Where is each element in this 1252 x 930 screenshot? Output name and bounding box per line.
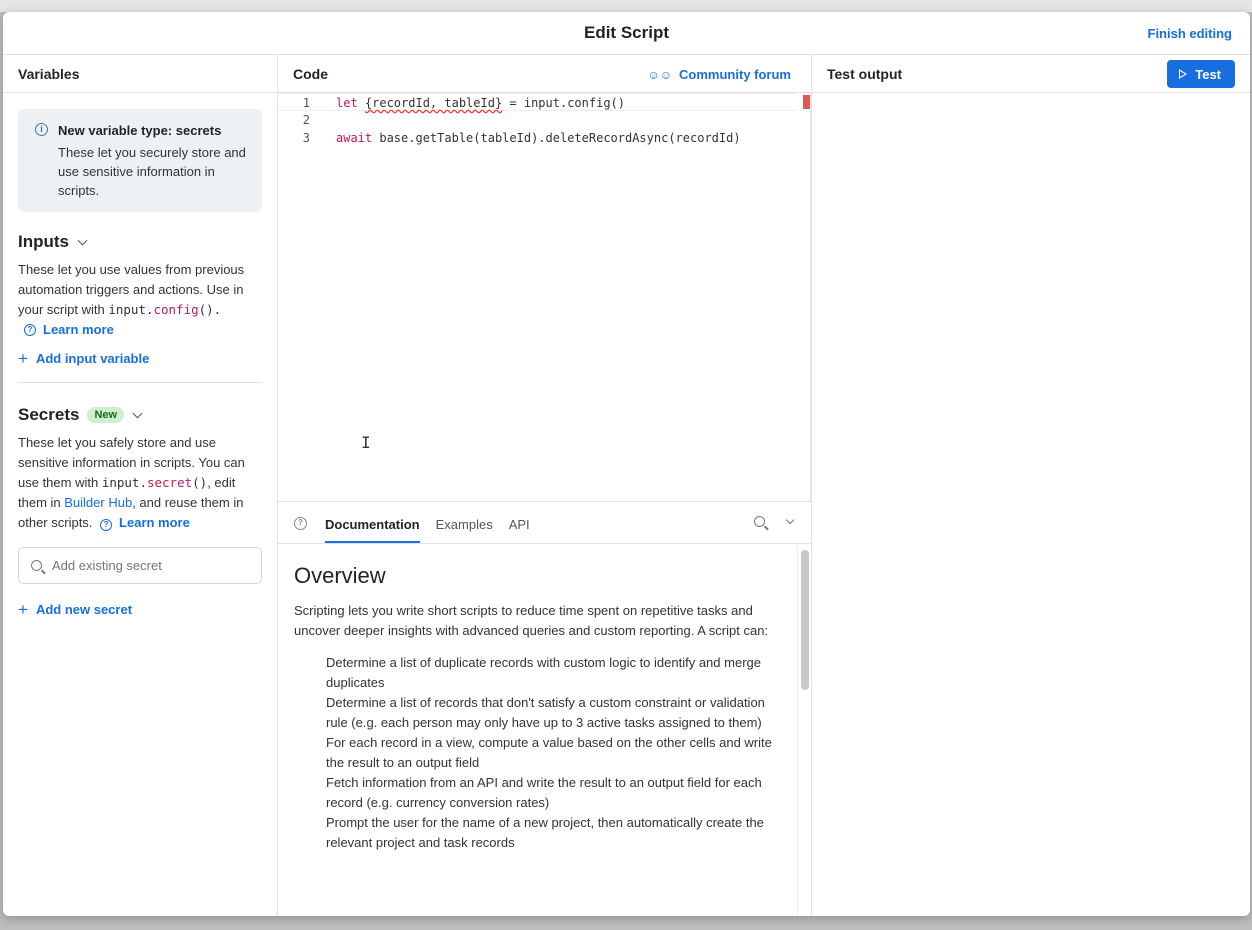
docs-scroll-track[interactable] <box>797 545 811 916</box>
test-output-panel <box>812 55 1250 916</box>
test-button-label: Test <box>1195 66 1221 82</box>
add-new-secret-button[interactable] <box>18 599 262 619</box>
code-obj: input. <box>108 302 154 317</box>
forum-label: Community forum <box>679 67 791 82</box>
error-marker <box>803 95 810 109</box>
inputs-title: Inputs <box>18 232 69 251</box>
test-output-heading <box>812 55 1250 93</box>
plus-icon: + <box>18 599 28 619</box>
community-forum-link[interactable] <box>648 67 791 82</box>
code-obj: input. <box>101 475 147 490</box>
variables-heading: Variables <box>3 55 277 93</box>
code-fn: config <box>153 302 199 317</box>
secrets-code <box>102 475 207 490</box>
inputs-section-toggle[interactable] <box>18 232 262 252</box>
inputs-description-text: These let you use values from previous automation triggers and actions. Use in your script with <box>18 262 245 317</box>
code-heading <box>278 55 811 93</box>
list-item: Determine a list of duplicate records with custom logic to identify and merge duplicates <box>326 655 761 690</box>
chevron-down-icon <box>78 235 88 245</box>
search-placeholder: Add existing secret <box>52 558 162 573</box>
builder-hub-link[interactable]: Builder Hub <box>64 495 133 510</box>
help-icon[interactable]: ? <box>294 517 307 530</box>
inputs-code <box>108 302 221 317</box>
modal-title: Edit Script <box>583 23 669 42</box>
code-error-span: {recordId, tableId} <box>364 96 503 110</box>
code-heading-label: Code <box>293 65 328 82</box>
help-icon: ? <box>100 519 112 531</box>
secrets-description-mid: , edit them in <box>18 475 236 510</box>
secrets-learn-more-link[interactable] <box>100 515 190 530</box>
play-icon <box>1179 69 1187 79</box>
test-output-label: Test output <box>827 65 903 82</box>
info-icon: i <box>35 123 48 136</box>
tab-documentation[interactable]: Documentation <box>325 517 420 543</box>
variables-panel <box>3 55 278 916</box>
plus-icon: + <box>18 348 28 368</box>
code-tail: () <box>192 475 208 490</box>
add-input-variable-button[interactable] <box>18 348 262 368</box>
modal-header <box>3 12 1250 55</box>
code-panel <box>278 55 812 916</box>
list-item: For each record in a view, compute a value based on the other cells and write the result to an output field <box>326 735 772 770</box>
learn-more-label: Learn more <box>43 322 114 337</box>
background-window-strip <box>0 0 1252 12</box>
code-tail: (). <box>198 302 222 317</box>
code-keyword: let <box>336 96 365 110</box>
learn-more-label: Learn more <box>119 515 190 530</box>
code-text <box>318 111 336 129</box>
docs-tabs <box>278 502 811 544</box>
add-input-label: Add input variable <box>35 351 150 366</box>
notice-title: New variable type: secrets <box>58 123 222 138</box>
people-icon: ☺☺ <box>647 67 673 82</box>
chevron-down-icon <box>133 408 143 418</box>
code-fn: secret <box>146 475 193 490</box>
documentation-panel <box>278 501 811 916</box>
code-text <box>318 94 625 110</box>
secrets-notice <box>18 109 262 212</box>
divider <box>18 382 262 383</box>
secrets-section-toggle[interactable] <box>18 405 262 425</box>
docs-scrollbar-thumb[interactable] <box>801 550 809 690</box>
line-number: 2 <box>302 113 310 127</box>
code-line <box>278 129 796 147</box>
edit-script-modal <box>3 12 1250 916</box>
search-icon <box>31 560 42 571</box>
line-number: 1 <box>302 96 310 110</box>
text-cursor-icon: I <box>361 433 371 452</box>
code-line <box>278 93 796 111</box>
help-icon: ? <box>24 324 36 336</box>
search-icon[interactable] <box>754 516 765 527</box>
tab-api[interactable]: API <box>508 517 530 532</box>
line-number: 3 <box>302 131 310 145</box>
add-secret-label: Add new secret <box>35 602 133 617</box>
inputs-learn-more-link[interactable] <box>18 322 262 337</box>
tab-examples[interactable]: Examples <box>435 517 493 532</box>
docs-intro: Scripting lets you write short scripts to reduce time spent on repetitive tasks and uncover deeper insights with advanced queries and custom reporting. A script can: <box>294 603 769 638</box>
docs-list <box>294 653 781 853</box>
test-button[interactable] <box>1167 60 1235 88</box>
list-item: Determine a list of records that don't satisfy a custom constraint or validation rule (e.g. each person may only have up to 3 active tasks assigned to them) <box>326 695 765 730</box>
chevron-down-icon[interactable] <box>786 515 794 523</box>
code-editor[interactable] <box>278 93 811 501</box>
code-rest: base.getTable(tableId).deleteRecordAsync(recordId) <box>372 131 741 145</box>
new-badge: New <box>87 407 124 423</box>
code-text <box>318 129 741 147</box>
list-item: Prompt the user for the name of a new project, then automatically create the relevant project and task records <box>326 815 764 850</box>
code-keyword: await <box>336 131 373 145</box>
secrets-description <box>18 433 262 533</box>
list-item: Fetch information from an API and write the result to an output field for each record (e.g. currency conversion rates) <box>326 775 762 810</box>
code-rest: = input.config() <box>502 96 626 110</box>
secrets-description-pre: These let you safely store and use sensitive information in scripts. You can use them with <box>18 435 245 490</box>
finish-editing-button[interactable]: Finish editing <box>1147 26 1232 41</box>
docs-title: Overview <box>294 563 386 588</box>
secrets-title: Secrets <box>18 405 80 424</box>
secrets-description-post: , and reuse them in other scripts. <box>18 495 244 530</box>
inputs-description <box>18 260 262 320</box>
add-existing-secret-input[interactable] <box>18 547 262 584</box>
docs-tools <box>754 516 793 527</box>
notice-body: These let you securely store and use sensitive information in scripts. <box>58 145 246 198</box>
docs-content <box>278 545 797 916</box>
code-line <box>278 111 796 129</box>
